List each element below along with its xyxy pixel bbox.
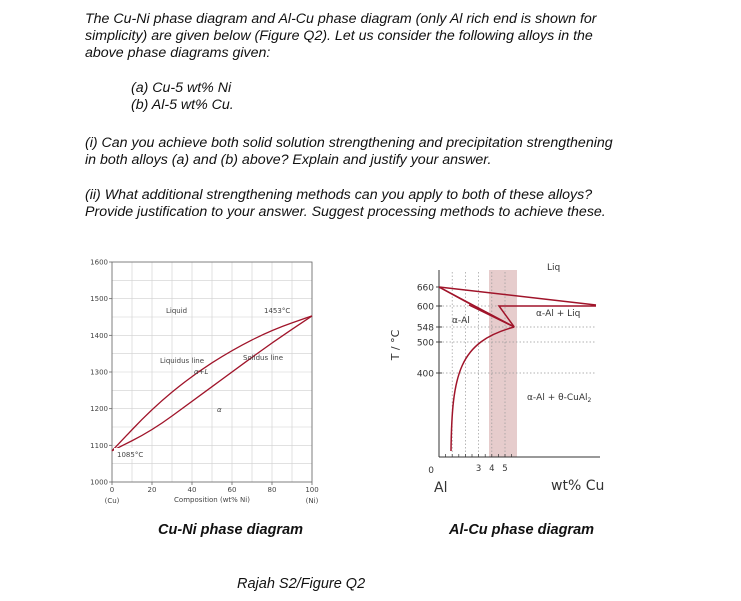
question-i-line: in both alloys (a) and (b) above? Explain and justify your answer.	[85, 152, 492, 168]
cuni-x-tick-label: 100	[305, 486, 319, 494]
alcu-alpha-liq-label: α-Al + Liq	[536, 309, 581, 319]
alcu-alpha-label: α-Al	[452, 316, 470, 326]
alcu-y-tick-label: 548	[416, 323, 434, 334]
alcu-y-ticks	[417, 284, 442, 477]
question-i-line: (i) Can you achieve both solid solution strengthening and precipitation strengthening	[85, 135, 613, 151]
cuni-x-tick-label: 80	[267, 486, 277, 494]
alcu-shaded-band	[489, 270, 517, 457]
cuni-y-tick-label: 1400	[90, 331, 108, 340]
alcu-x-tick-label: 3	[475, 464, 482, 474]
cuni-x-end-left: (Cu)	[104, 497, 120, 505]
alcu-y-tick-label: 660	[416, 283, 434, 294]
question-ii-line: (ii) What additional strengthening methods can you apply to both of these alloys?	[85, 187, 593, 203]
alcu-y-label: T / °C	[389, 329, 402, 361]
cuni-y-tick-label: 1500	[90, 295, 108, 304]
alcu-origin-label: Al	[434, 480, 448, 496]
cuni-x-tick-label: 60	[227, 486, 237, 494]
cuni-x-end-right: (Ni)	[305, 497, 319, 505]
cuni-temp-ni-label: 1453°C	[264, 307, 291, 315]
cuni-solidus-label: Solidus line	[243, 354, 284, 362]
cuni-alpha-liq-label: α+L	[194, 368, 209, 376]
cuni-caption: Cu-Ni phase diagram	[158, 522, 304, 538]
alloy-item: (a) Cu-5 wt% Ni	[131, 80, 232, 96]
cuni-alpha-label: α	[217, 406, 222, 414]
alcu-alpha-theta-label	[527, 393, 592, 404]
cuni-y-tick-label: 1300	[90, 368, 108, 377]
question-ii-line: Provide justification to your answer. Suggest processing methods to achieve these.	[85, 204, 606, 220]
cuni-liquidus-label: Liquidus line	[160, 357, 205, 365]
figure-label: Rajah S2/Figure Q2	[237, 576, 366, 592]
alcu-y-tick-label: 0	[428, 466, 434, 476]
alcu-x-tick-label: 4	[489, 464, 495, 474]
cuni-y-tick-label: 1600	[90, 258, 108, 267]
alcu-y-tick-label: 600	[416, 302, 434, 313]
intro-line: above phase diagrams given:	[85, 45, 271, 61]
alcu-y-tick-label: 500	[416, 338, 434, 349]
alcu-x-label: wt% Cu	[551, 478, 605, 494]
cuni-y-tick-label: 1000	[90, 478, 108, 487]
cuni-x-tick-label: 20	[147, 486, 157, 494]
cuni-x-tick-label: 0	[109, 486, 115, 494]
cuni-temp-cu-label: 1085°C	[117, 451, 144, 459]
cuni-x-tick-label: 40	[187, 486, 197, 494]
cuni-liquid-label: Liquid	[166, 307, 188, 315]
alcu-caption: Al-Cu phase diagram	[449, 522, 595, 538]
alcu-alpha-theta-subscript: 2	[587, 397, 592, 404]
alcu-x-tick-label: 5	[502, 464, 508, 474]
cuni-y-tick-label: 1200	[90, 405, 108, 414]
alcu-liq-label: Liq	[547, 263, 561, 273]
cuni-y-tick-label: 1100	[90, 441, 108, 450]
intro-line: The Cu-Ni phase diagram and Al-Cu phase diagram (only Al rich end is shown for	[85, 11, 597, 27]
alcu-y-tick-label: 400	[416, 369, 434, 380]
alcu-alpha-theta-text: α-Al + θ-CuAl	[527, 393, 588, 403]
cuni-x-label: Composition (wt% Ni)	[174, 496, 250, 504]
intro-line: simplicity) are given below (Figure Q2). Let us consider the following alloys in the	[85, 28, 593, 44]
alloy-item: (b) Al-5 wt% Cu.	[131, 97, 234, 113]
